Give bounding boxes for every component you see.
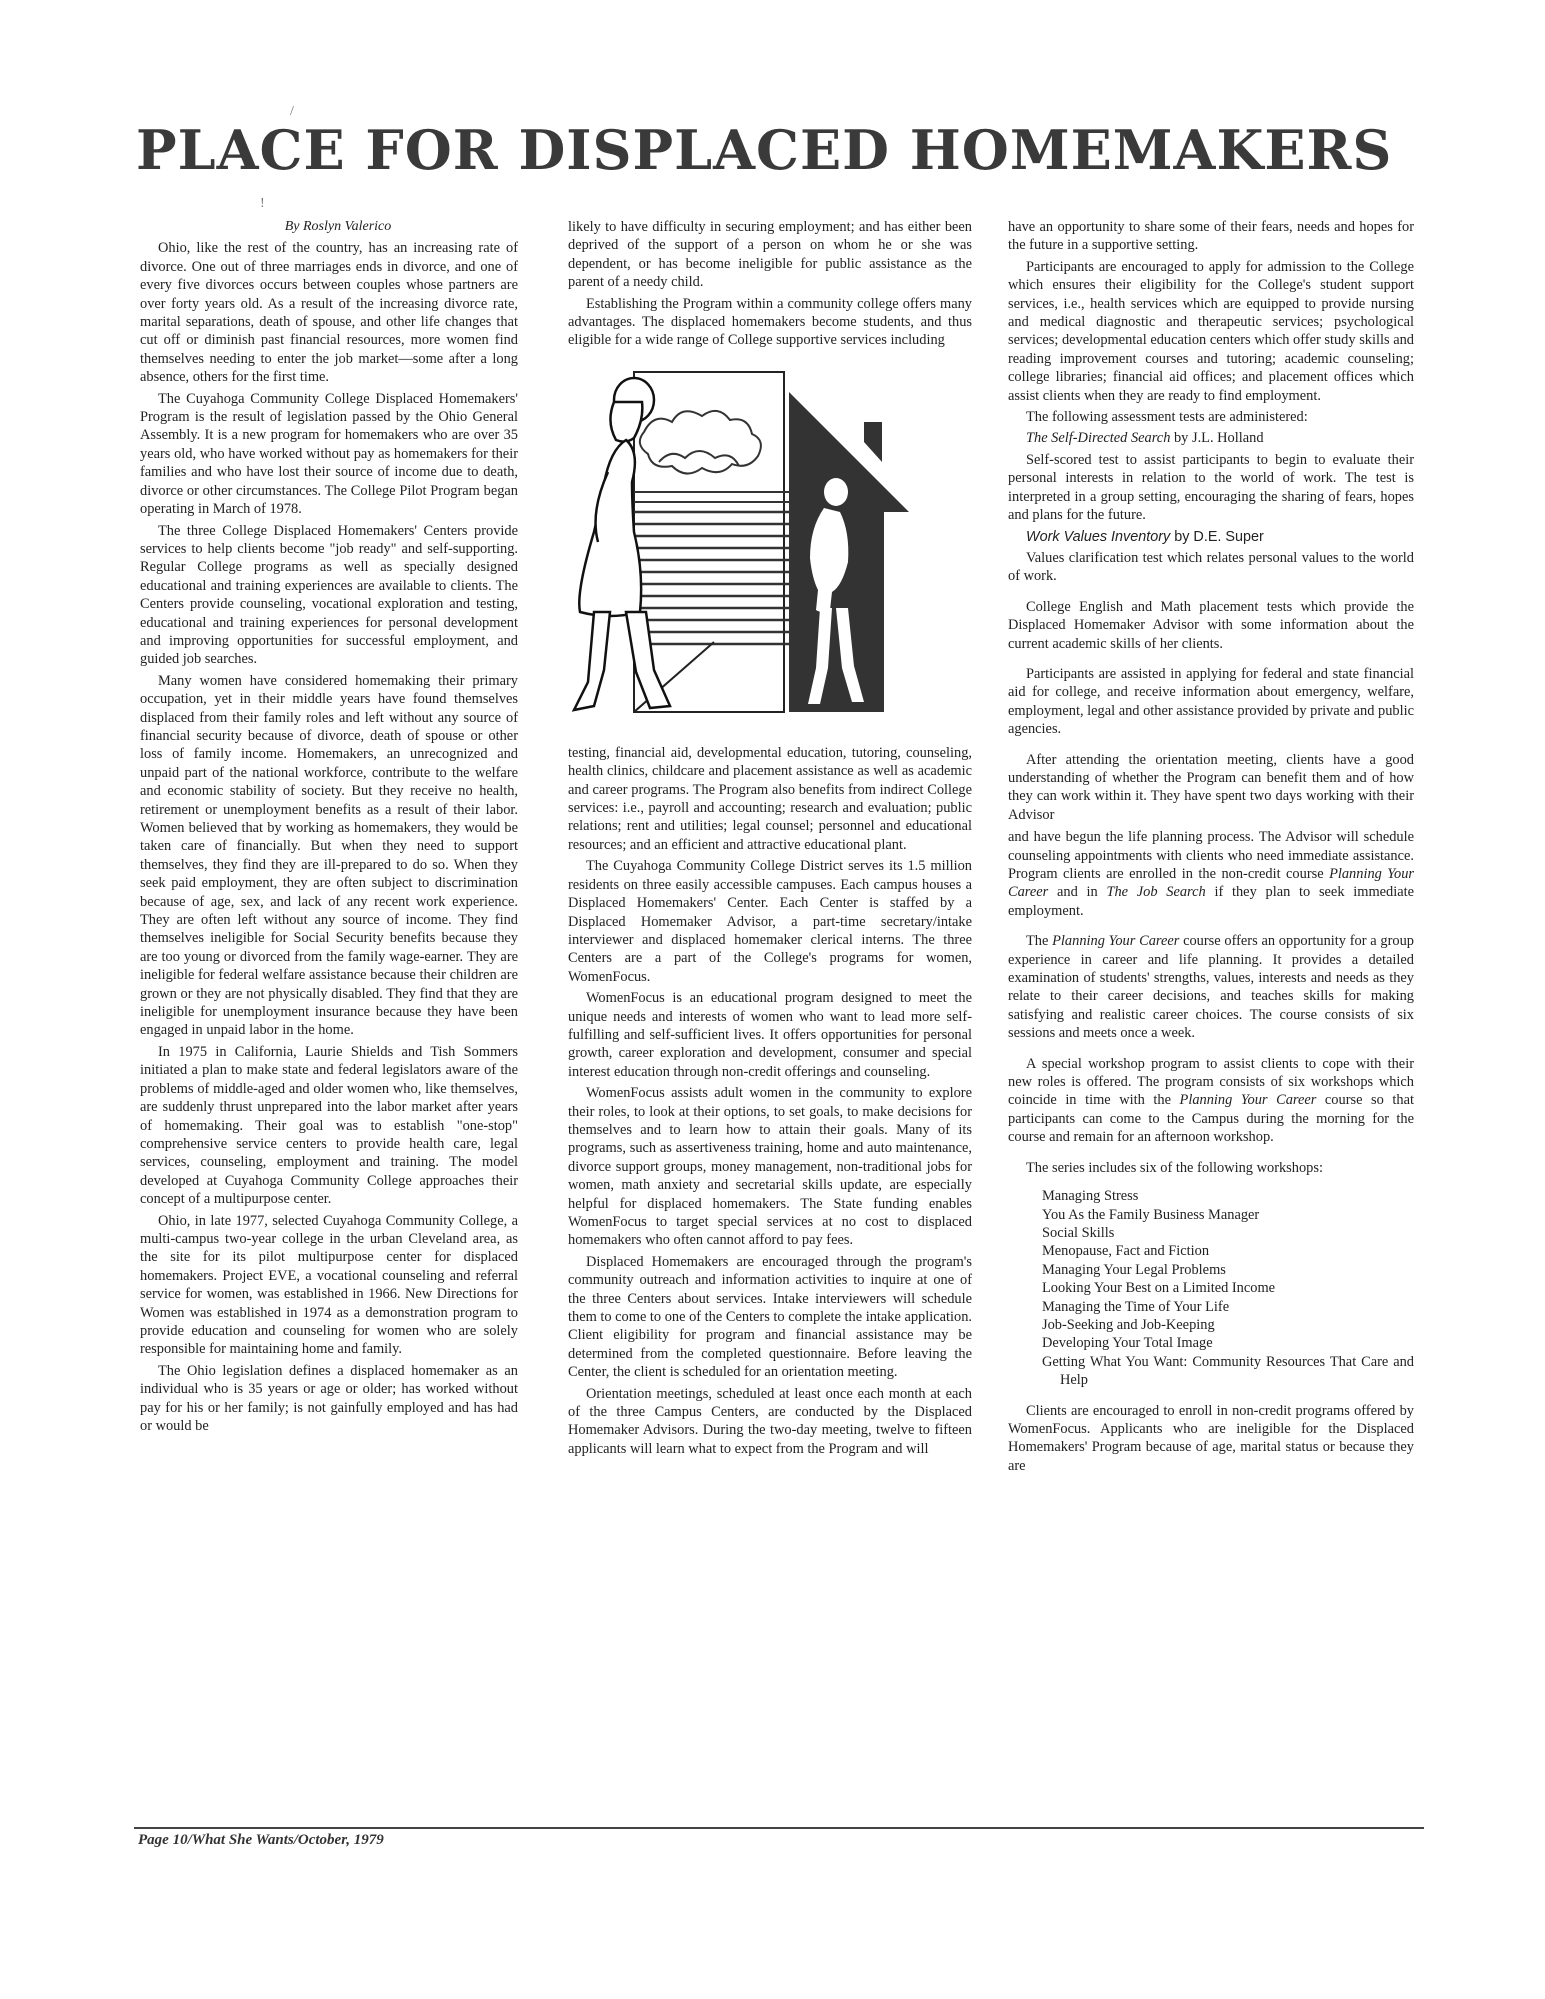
paragraph: The three College Displaced Homemakers' Centers provide services to help clients become "job ready" and self-supporting. Regular College programs as well as specially designed educational and training experiences are available to clients. The Centers provide counseling, vocational exploration and testing, educational and training experiences for personal development and improving opportunities for successful employment, and guided job searches. xyxy=(140,522,518,668)
page-footer: Page 10/What She Wants/October, 1979 xyxy=(138,1832,384,1848)
scan-mark: / xyxy=(290,104,294,119)
workshops-intro: The series includes six of the following workshops: xyxy=(1026,1159,1323,1176)
list-item: Menopause, Fact and Fiction xyxy=(1042,1243,1210,1260)
list-item: Looking Your Best on a Limited Income xyxy=(1042,1280,1276,1297)
paragraph: The following assessment tests are administered: xyxy=(1026,409,1308,426)
test-description: Self-scored test to assist participants to begin to evaluate their personal interests in relation to the world of work. The test is interpreted in a group setting, encouraging the sharing of fears, hopes and plans for the future. xyxy=(1008,451,1414,524)
article-column-2 xyxy=(568,218,972,1461)
test-name: Work Values Inventory xyxy=(1026,528,1171,545)
paragraph: Participants are assisted in applying for federal and state financial aid for college, and receive information about emergency, welfare, employment, legal and other assistance provided by private and public agencies. xyxy=(1008,665,1415,738)
test-name: The Self-Directed Search xyxy=(1026,430,1171,447)
paragraph: Many women have considered homemaking their primary occupation, yet in their middle years have found themselves displaced from their family roles and left without any source of financial security because of divorce, death of spouse or other loss of family income. Homemakers, an unrecognized and unpaid part of the national workforce, contribute to the welfare and economic stability of society. But they receive no health, retirement or unemployment benefits as a result of their labor. Women believed that by working as homemakers, they would be taken care of financially. But when they need to support themselves, they find they are ill-prepared to do so. When they seek paid employment, they are often subject to discrimination because of age, sex, and lack of any recent work experience. They are often left without any source of income. They find themselves ineligible for Social Security benefits because they are too young or divorced from the family wage-earner. They are ineligible for federal welfare assistance because their children are grown or they are not physically disabled. They find that they are ineligible for unemployment insurance because they have been engaged in unpaid labor in the home. xyxy=(140,672,518,1039)
test-description: Values clarification test which relates personal values to the world of work. xyxy=(1008,549,1414,585)
paragraph: The Cuyahoga Community College District serves its 1.5 million residents on three easily accessible campuses. Each campus houses a Displaced Homemakers' Center. Each Center is staffed by a Displaced Homemaker Advisor, a part-time secretary/intake interviewer and displaced homemaker clerical interns. The three Centers are a part of the College's programs for women, WomenFocus. xyxy=(568,858,972,985)
paragraph: testing, financial aid, developmental education, tutoring, counseling, health clinics, childcare and placement assistance as well as academic and career programs. The Program also benefits from indirect College services: i.e., payroll and accounting; research and evaluation; public relations; rent and utilities; legal counsel; personnel and educational resources; and an efficient and attractive educational plant. xyxy=(568,744,972,853)
paragraph: Ohio, in late 1977, selected Cuyahoga Community College, a multi-campus two-year college in the urban Cleveland area, as the site for its pilot multipurpose center for displaced homemakers. Project EVE, a vocational counseling and referral service for women, was established in 1966. New Directions for Women was established in 1974 as a demonstration program to provide education and counseling for women who are solely responsible for maintaining home and family. xyxy=(140,1212,518,1358)
test-title xyxy=(1008,429,1414,447)
paragraph: Ohio, like the rest of the country, has an increasing rate of divorce. One out of three marriages ends in divorce, and one of every five divorces occurs between couples whose partners are over forty years old. As a result of the increasing divorce rate, marital separations, death of spouse, and other life changes that cut off or diminish past financial resources, more women find themselves needing to enter the job market—some after a long absence, others for the first time. xyxy=(140,240,518,386)
test-author: by D.E. Super xyxy=(1170,528,1264,545)
paragraph: Displaced Homemakers are encouraged through the program's community outreach and information activities to inquire at one of the three Centers about services. Intake interviewers will schedule them to come to one of the Centers to complete the intake application. Client eligibility for program and financial assistance may be determined from the completed questionnaire. Before leaving the Center, the client is scheduled for an orientation meeting. xyxy=(568,1253,973,1381)
list-item: Job-Seeking and Job-Keeping xyxy=(1042,1316,1215,1333)
paragraph: Orientation meetings, scheduled at least once each month at each of the three Campus Centers, are conducted by the Displaced Homemaker Advisors. During the two-day meeting, twelve to fifteen applicants will learn what to expect from the Program and will xyxy=(568,1385,972,1457)
list-item: Managing Your Legal Problems xyxy=(1042,1261,1226,1278)
paragraph: Clients are encouraged to enroll in non-credit programs offered by WomenFocus. Applicants who are ineligible for the Displaced Homemakers' Program because of age, marital status or because they are xyxy=(1008,1402,1414,1474)
paragraph: Participants are encouraged to apply for admission to the College which ensures their eligibility for the College's student support services, i.e., health services which are equipped to provide nursing and medical diagnostic and therapeutic services; psychological services; developmental education centers which offer study skills and reading improvement courses and tutoring; academic counseling; college libraries; financial aid offices; and placement offices which assist clients when they are ready to find employment. xyxy=(1008,258,1414,404)
test-title xyxy=(1008,528,1414,546)
article-column-1 xyxy=(140,218,518,1438)
article-column-3 xyxy=(1008,218,1414,1478)
paragraph: Establishing the Program within a community college offers many advantages. The displaced homemakers become students, and thus eligible for a wide range of College supportive services including xyxy=(568,295,972,349)
list-item: Social Skills xyxy=(1042,1224,1115,1241)
headline: PLACE FOR DISPLACED HOMEMAKERS xyxy=(136,118,1393,182)
paragraph: In 1975 in California, Laurie Shields and Tish Sommers initiated a plan to make state and federal legislators aware of the problems of middle-aged and older women who, like themselves, are suddenly thrust unprepared into the labor market after years of homemaking. Their goal was to establish "one-stop" comprehensive service centers to provide health care, legal services, counseling, employment and training. The model developed at Cuyahoga Community College approaches their concept of a multipurpose center. xyxy=(140,1043,518,1208)
paragraph: WomenFocus is an educational program designed to meet the unique needs and interests of women who want to lead more self-fulfilling and self-sufficient lives. It offers opportunities for personal growth, career exploration and development, consumer and special interest education through non-credit offerings and counseling. xyxy=(568,990,972,1080)
list-item: Getting What You Want: Community Resources That Care and Help xyxy=(1042,1353,1414,1389)
list-item: Managing Stress xyxy=(1042,1188,1139,1205)
paragraph: WomenFocus assists adult women in the community to explore their roles, to look at their options, to set goals, to make decisions for themselves and to learn how to attain their goals. Many of its programs, such as assertiveness training, home and auto maintenance, divorce support groups, money management, non-traditional jobs for women, math anxiety and secretarial skills update, are especially helpful for displaced homemakers. The State funding enables WomenFocus to target special services at no cost to displaced homemakers who often cannot afford to pay fees. xyxy=(568,1085,972,1249)
paragraph: The Ohio legislation defines a displaced homemaker as an individual who is 35 years or age or older; has worked without pay for his or her family; is not gainfully employed and has had or would be xyxy=(140,1362,518,1434)
homemaker-illustration xyxy=(564,362,954,732)
list-item: Managing the Time of Your Life xyxy=(1042,1298,1230,1315)
paragraph: A special workshop program to assist clients to cope with their new roles is offered. The program consists of six workshops which coincide in time with the Planning Your Career course so that participants can come to the Campus during the morning for the course and remain for an afternoon workshop. xyxy=(1008,1055,1414,1146)
paragraph: The Cuyahoga Community College Displaced Homemakers' Program is the result of legislation passed by the Ohio General Assembly. It is a new program for homemakers who are over 35 years old, who have worked without pay as homemakers for their families and who have lost their source of income due to death, divorce or other circumstances. The College Pilot Program began operating in March of 1978. xyxy=(140,390,518,518)
workshop-list xyxy=(1008,1187,1414,1389)
paragraph: likely to have difficulty in securing employment; and has either been deprived of the support of a person on whom he or she was dependent, or has become ineligible for public assistance as the parent of a needy child. xyxy=(568,219,972,291)
footer-rule xyxy=(134,1827,1424,1829)
paragraph: have an opportunity to share some of their fears, needs and hopes for the future in a supportive setting. xyxy=(1008,219,1414,254)
paragraph: After attending the orientation meeting, clients have a good understanding of whether the Program can benefit them and of how they can work within it. They have spent two days working with their Advisor xyxy=(1008,751,1414,823)
scan-mark: ! xyxy=(260,196,265,211)
paragraph: The Planning Your Career course offers an opportunity for a group experience in career and life planning. It provides a detailed examination of students' strengths, values, interests and needs as they relate to their career decisions, and teaches skills for making satisfying and realistic career choices. The course consists of six sessions and meets once a week. xyxy=(1008,933,1414,1042)
paragraph: College English and Math placement tests which provide the Displaced Homemaker Advisor with some information about the current academic skills of her clients. xyxy=(1008,598,1414,652)
list-item: Developing Your Total Image xyxy=(1042,1335,1213,1352)
byline: By Roslyn Valerico xyxy=(284,219,392,234)
list-item: You As the Family Business Manager xyxy=(1042,1206,1260,1223)
paragraph: and have begun the life planning process. The Advisor will schedule counseling appointments with clients who need immediate assistance. Program clients are enrolled in the non-credit course Planning Your Career and in The Job Search if they plan to seek immediate employment. xyxy=(1008,829,1414,919)
test-author: by J.L. Holland xyxy=(1170,430,1264,447)
